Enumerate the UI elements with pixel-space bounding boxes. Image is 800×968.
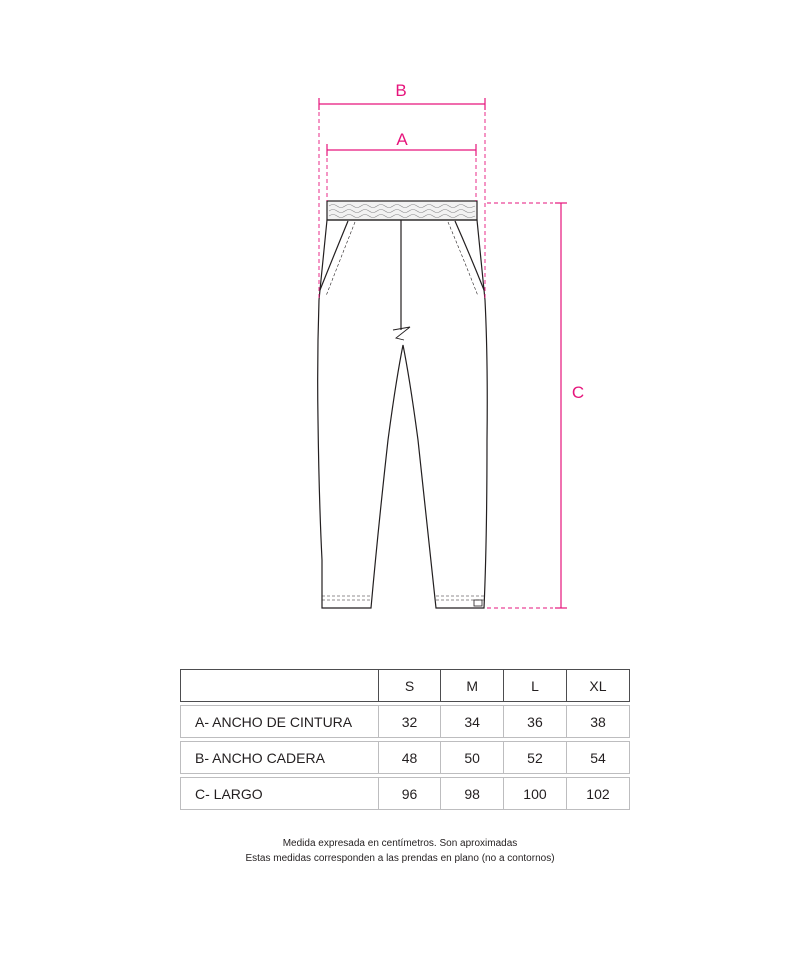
table-cell: 54 (566, 741, 630, 774)
table-cell: 38 (566, 705, 630, 738)
dimension-b (319, 98, 485, 300)
pants-silhouette (318, 220, 488, 608)
measurement-notes (0, 836, 800, 866)
pants-illustration (318, 201, 488, 608)
label-c: C (571, 383, 585, 402)
label-a: A (396, 130, 408, 149)
table-cell: 50 (440, 741, 503, 774)
table-cell: 100 (503, 777, 566, 810)
row-label: B- ANCHO CADERA (180, 741, 378, 774)
table-row (180, 777, 630, 810)
table-cell: 102 (566, 777, 630, 810)
table-cell: 96 (378, 777, 441, 810)
row-label: A- ANCHO DE CINTURA (180, 705, 378, 738)
table-cell: 32 (378, 705, 441, 738)
size-header: L (503, 669, 566, 702)
left-hem-stitch (322, 596, 371, 600)
table-cell: 98 (440, 777, 503, 810)
dimension-lines (319, 98, 567, 608)
note-line: Medida expresada en centímetros. Son aproximadas (282, 838, 518, 849)
right-pocket-stitch (448, 222, 478, 296)
label-tag (474, 600, 482, 606)
fly-stitch (393, 327, 410, 340)
table-row (180, 705, 630, 738)
table-row (180, 741, 630, 774)
right-hem-stitch (436, 596, 484, 600)
label-b: B (395, 81, 407, 100)
size-table-header (180, 669, 630, 702)
table-cell: 48 (378, 741, 441, 774)
table-cell: 34 (440, 705, 503, 738)
dimension-a (327, 144, 476, 201)
note-line: Estas medidas corresponden a las prendas en plano (no a contornos) (245, 853, 555, 864)
left-pocket-stitch (326, 222, 355, 296)
table-cell: 36 (503, 705, 566, 738)
table-cell: 52 (503, 741, 566, 774)
left-pocket (320, 221, 348, 290)
row-label: C- LARGO (180, 777, 378, 810)
dimension-c (487, 203, 567, 608)
size-header: XL (566, 669, 630, 702)
size-table (180, 669, 630, 810)
size-header: S (378, 669, 441, 702)
header-empty-cell (180, 669, 378, 702)
right-pocket (455, 221, 484, 290)
size-header: M (440, 669, 503, 702)
